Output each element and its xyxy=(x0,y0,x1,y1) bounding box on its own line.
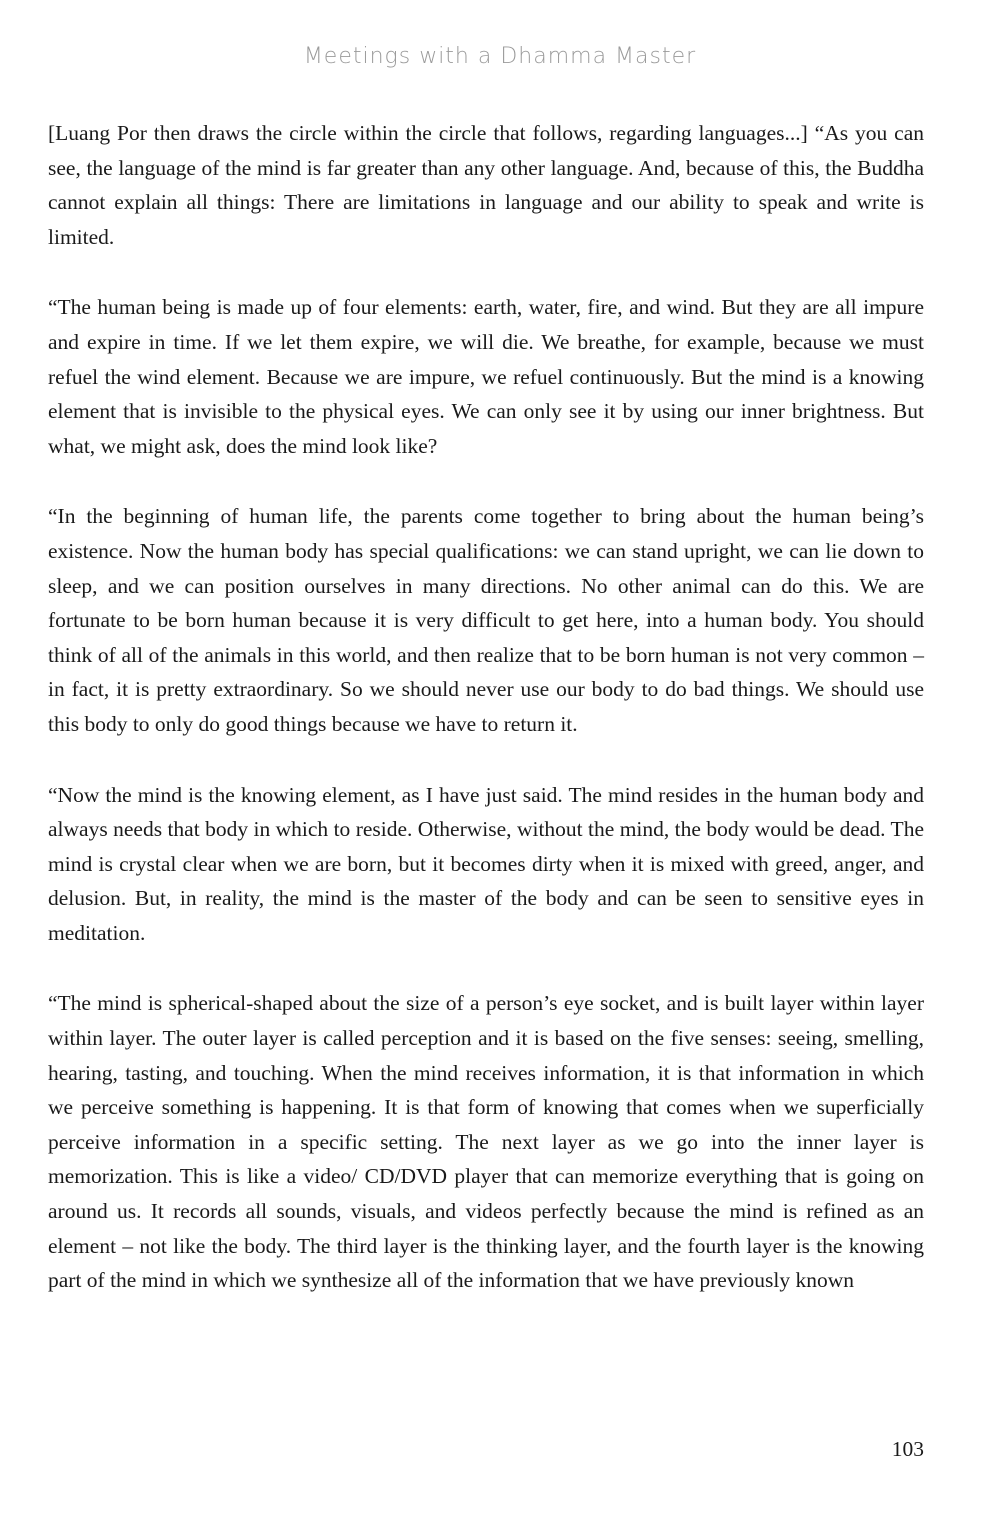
running-header: Meetings with a Dhamma Master xyxy=(303,44,697,69)
paragraph-mind-layers: “The mind is spherical-shaped about the size of a person’s eye socket, and is built layer within layer within layer. The outer layer is called perception and it is based on the five senses: seeing, smelling, hearing, tasting, and touching. When the mind receives information, it is that information in which we perceive something is happening. It is that form of knowing that comes when we superficially perceive information in a specific setting. The next layer as we go into the inner layer is memorization. This is like a video/ CD/DVD player that can memorize everything that is going on around us. It records all sounds, visuals, and videos perfectly because the mind is refined as an element – not like the body. The third layer is the thinking layer, and the fourth layer is the knowing part of the mind in which we synthesize all of the information that we have previously known xyxy=(48,991,924,1293)
paragraph-human-birth: “In the beginning of human life, the parents come together to bring about the human being’s existence. Now the human body has special qualifications: we can stand upright, we can lie down to sleep, and we can position ourselves in many directions. No other animal can do this. We are fortunate to be born human because it is very difficult to get here, into a human body. You should think of all of the animals in this world, and then realize that to be born human is not very common – in fact, it is pretty extraordinary. So we should never use our body to do bad things. We should use this body to only do good things because we have to return it. xyxy=(48,504,924,736)
page-number: 103 xyxy=(891,1437,924,1461)
paragraph-languages: [Luang Por then draws the circle within the circle that follows, regarding languages...] “As you can see, the language of the mind is far greater than any other language. And, because of this, the Buddha cannot explain all things: There are limitations in language and our ability to speak and write is limited. xyxy=(48,121,924,249)
paragraph-knowing-element: “Now the mind is the knowing element, as I have just said. The mind resides in the human body and always needs that body in which to reside. Otherwise, without the mind, the body would be dead. The mind is crystal clear when we are born, but it becomes dirty when it is mixed with greed, anger, and delusion. But, in reality, the mind is the master of the body and can be seen to sensitive eyes in meditation. xyxy=(48,782,924,945)
page-body xyxy=(48,116,924,1298)
paragraph-four-elements: “The human being is made up of four elements: earth, water, fire, and wind. But they are all impure and expire in time. If we let them expire, we will die. We breathe, for example, because we must refuel the wind element. Because we are impure, we refuel continuously. But the mind is a knowing element that is invisible to the physical eyes. We can only see it by using our inner brightness. But what, we might ask, does the mind look like? xyxy=(48,295,924,458)
